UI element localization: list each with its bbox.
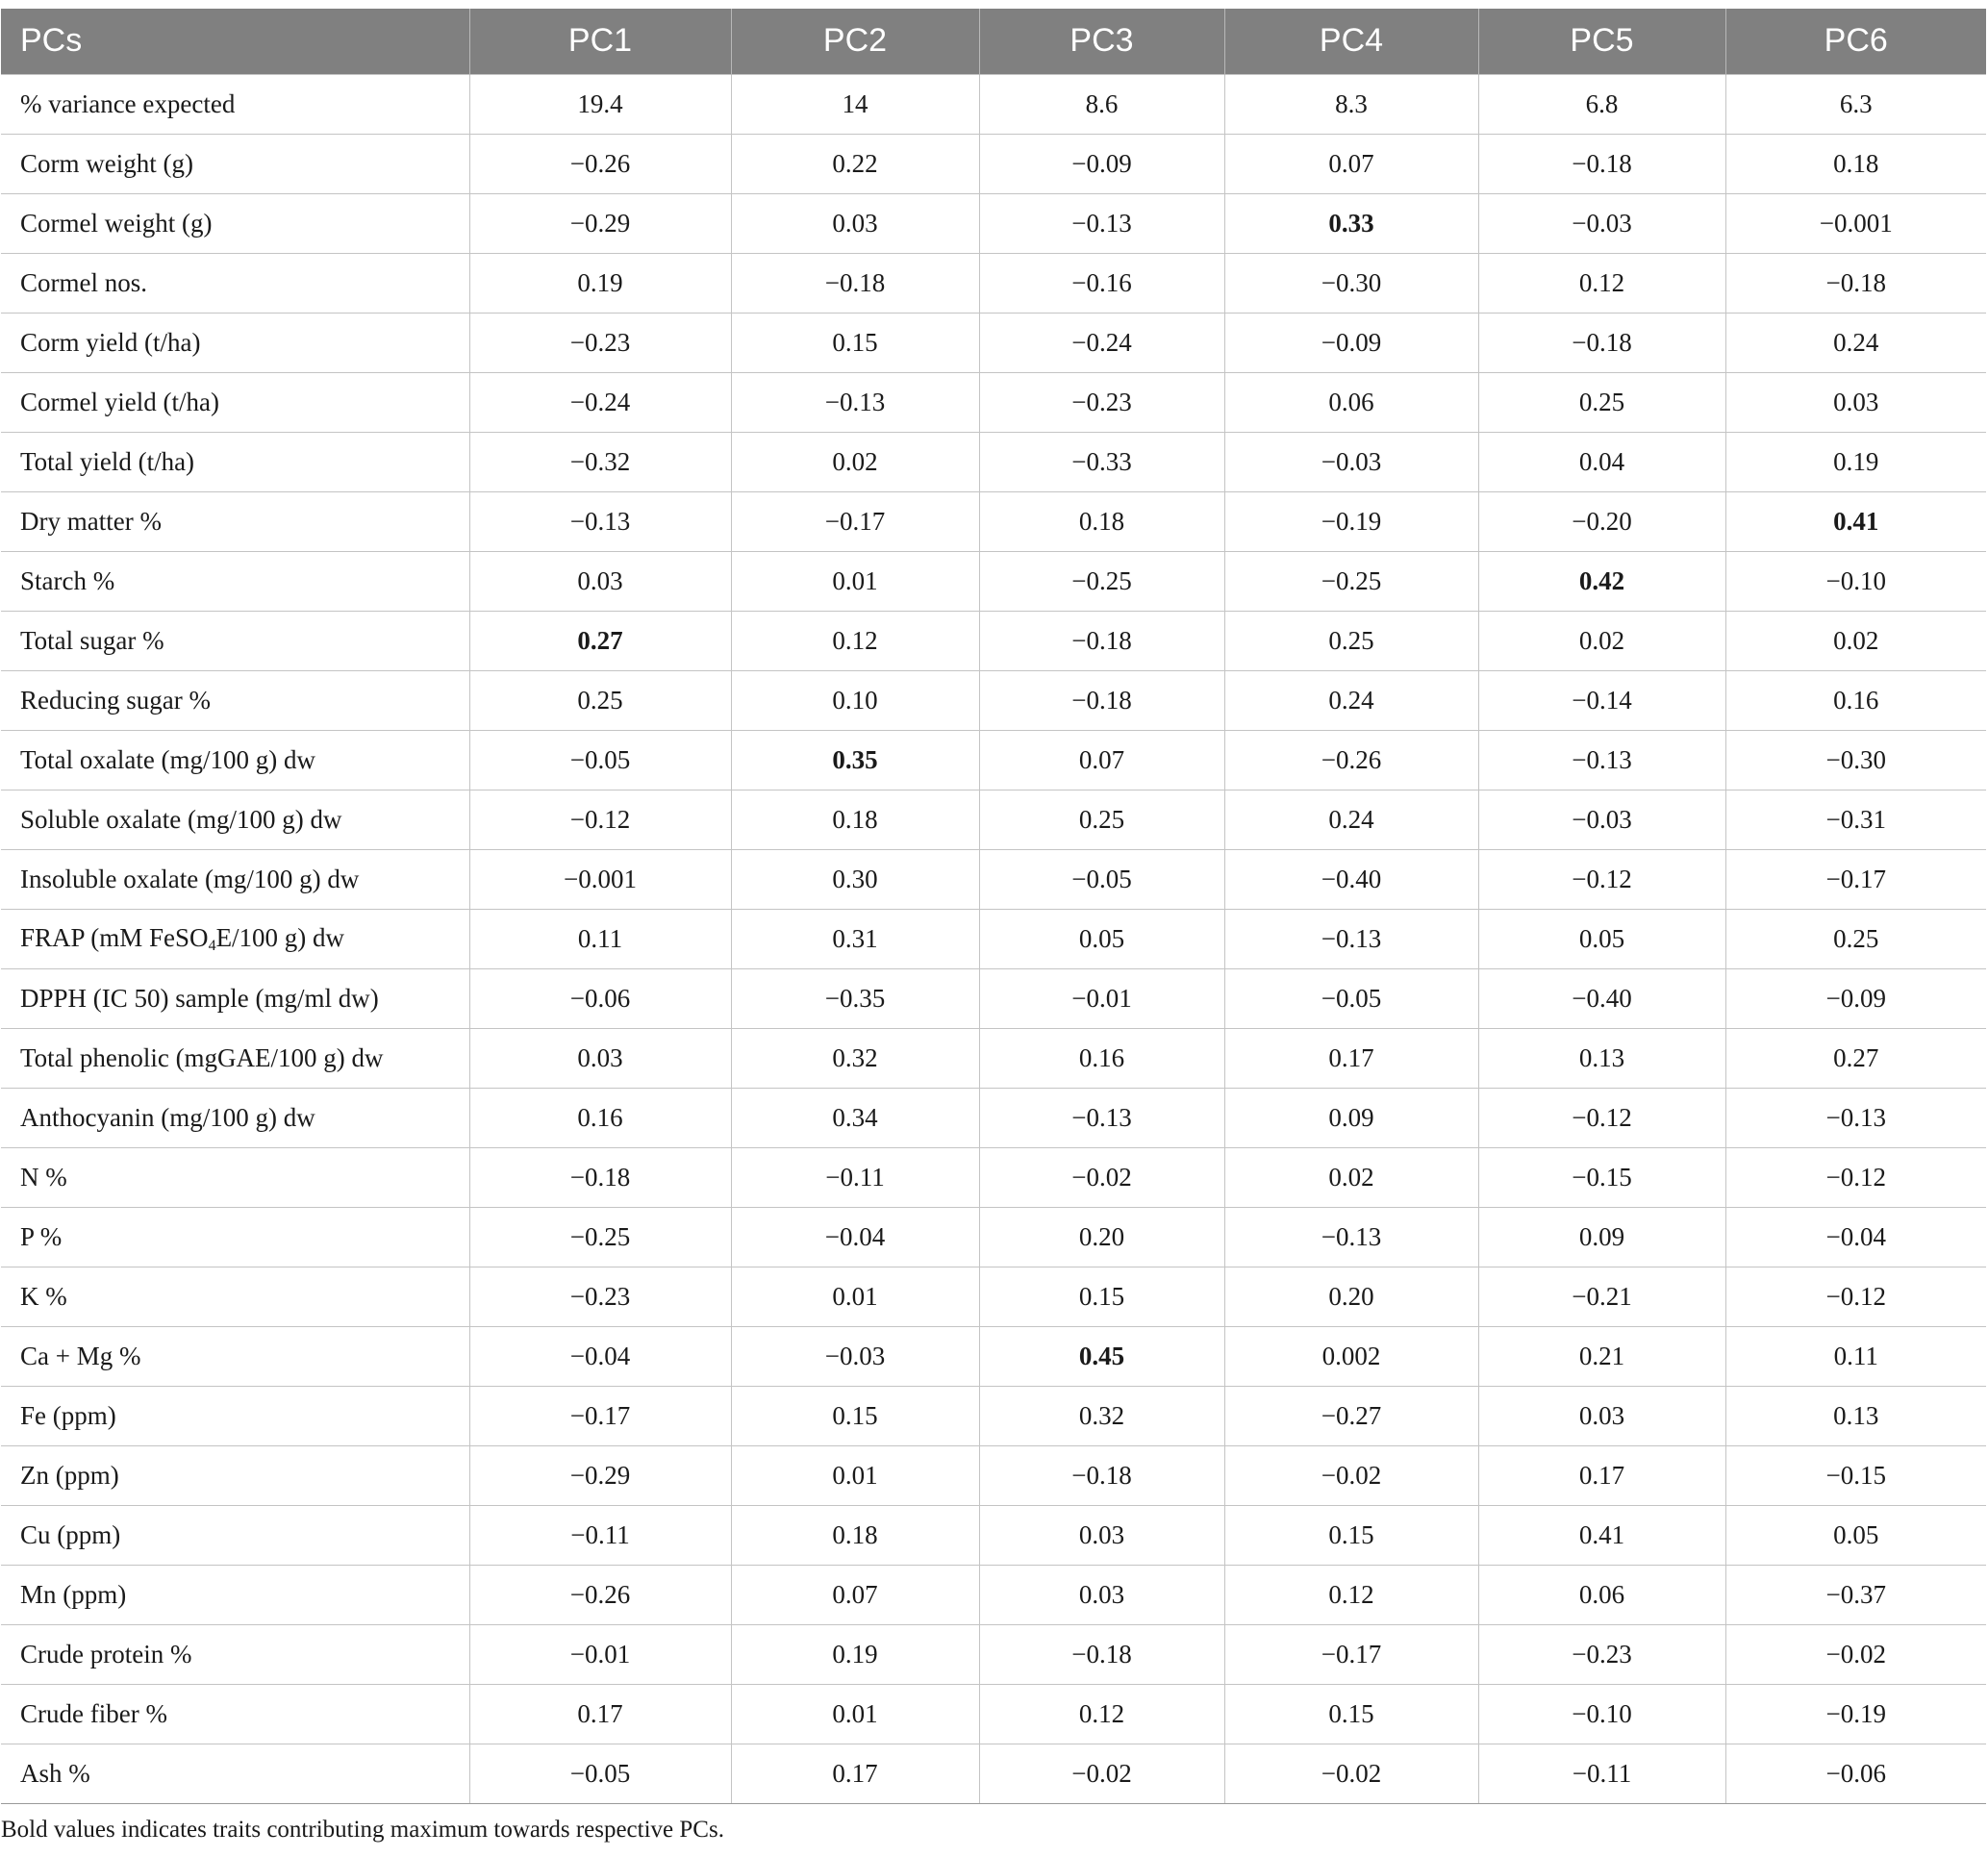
loading-value-pc2: 0.35 [731, 730, 979, 790]
loading-value-pc1: 0.16 [469, 1088, 731, 1147]
table-row [1, 1624, 1986, 1684]
loading-value-pc1: −0.05 [469, 730, 731, 790]
loading-value-pc1: −0.06 [469, 968, 731, 1028]
trait-label: Starch % [1, 551, 469, 611]
column-header-pc2: PC2 [731, 9, 979, 74]
loading-value-pc1: −0.25 [469, 1207, 731, 1267]
loading-value-pc2: 0.32 [731, 1028, 979, 1088]
loading-value-pc1: −0.05 [469, 1744, 731, 1803]
loading-value-pc6: 0.16 [1725, 670, 1986, 730]
loading-value-pc5: 0.42 [1478, 551, 1725, 611]
column-header-pc1: PC1 [469, 9, 731, 74]
loading-value-pc4: −0.40 [1224, 849, 1478, 909]
loading-value-pc5: 0.02 [1478, 611, 1725, 670]
loading-value-pc3: −0.02 [979, 1147, 1224, 1207]
loading-value-pc2: −0.18 [731, 253, 979, 313]
loading-value-pc2: 0.01 [731, 1267, 979, 1326]
table-row [1, 1326, 1986, 1386]
loading-value-pc3: 0.45 [979, 1326, 1224, 1386]
loading-value-pc6: −0.17 [1725, 849, 1986, 909]
loading-value-pc1: 0.17 [469, 1684, 731, 1744]
loading-value-pc4: −0.02 [1224, 1445, 1478, 1505]
trait-label: Total phenolic (mgGAE/100 g) dw [1, 1028, 469, 1088]
table-row [1, 849, 1986, 909]
loading-value-pc6: 0.11 [1725, 1326, 1986, 1386]
loading-value-pc3: 0.25 [979, 790, 1224, 849]
loading-value-pc2: 0.12 [731, 611, 979, 670]
trait-label: N % [1, 1147, 469, 1207]
loading-value-pc6: −0.18 [1725, 253, 1986, 313]
loading-value-pc5: −0.03 [1478, 193, 1725, 253]
loading-value-pc1: −0.26 [469, 1565, 731, 1624]
loading-value-pc6: 0.19 [1725, 432, 1986, 491]
table-body [1, 74, 1986, 1803]
table-row [1, 1207, 1986, 1267]
loading-value-pc6: −0.13 [1725, 1088, 1986, 1147]
loading-value-pc4: −0.19 [1224, 491, 1478, 551]
loading-value-pc2: 0.02 [731, 432, 979, 491]
trait-label: Ash % [1, 1744, 469, 1803]
table-row [1, 1267, 1986, 1326]
trait-label: Cormel weight (g) [1, 193, 469, 253]
loading-value-pc4: 0.15 [1224, 1505, 1478, 1565]
loading-value-pc4: 0.20 [1224, 1267, 1478, 1326]
loading-value-pc2: 0.15 [731, 1386, 979, 1445]
loading-value-pc5: −0.11 [1478, 1744, 1725, 1803]
loading-value-pc1: 0.19 [469, 253, 731, 313]
loading-value-pc4: −0.25 [1224, 551, 1478, 611]
loading-value-pc6: 0.02 [1725, 611, 1986, 670]
loading-value-pc6: −0.30 [1725, 730, 1986, 790]
loading-value-pc5: −0.12 [1478, 1088, 1725, 1147]
table-row [1, 1147, 1986, 1207]
loading-value-pc1: 0.03 [469, 551, 731, 611]
loading-value-pc4: 0.002 [1224, 1326, 1478, 1386]
loading-value-pc4: 0.15 [1224, 1684, 1478, 1744]
trait-label: % variance expected [1, 74, 469, 134]
loading-value-pc4: 0.06 [1224, 372, 1478, 432]
table-row [1, 1684, 1986, 1744]
loading-value-pc5: −0.23 [1478, 1624, 1725, 1684]
trait-label: Fe (ppm) [1, 1386, 469, 1445]
loading-value-pc2: 0.34 [731, 1088, 979, 1147]
column-header-pcs: PCs [1, 9, 469, 74]
loading-value-pc4: −0.02 [1224, 1744, 1478, 1803]
pca-loadings-table [1, 9, 1986, 1804]
loading-value-pc1: −0.26 [469, 134, 731, 193]
loading-value-pc1: −0.12 [469, 790, 731, 849]
loading-value-pc5: 0.25 [1478, 372, 1725, 432]
table-header [1, 9, 1986, 74]
loading-value-pc5: −0.18 [1478, 134, 1725, 193]
table-row [1, 313, 1986, 372]
loading-value-pc6: −0.12 [1725, 1267, 1986, 1326]
loading-value-pc1: 19.4 [469, 74, 731, 134]
loading-value-pc2: 0.31 [731, 909, 979, 968]
loading-value-pc3: −0.23 [979, 372, 1224, 432]
loading-value-pc1: −0.17 [469, 1386, 731, 1445]
loading-value-pc1: −0.23 [469, 313, 731, 372]
trait-label: Total sugar % [1, 611, 469, 670]
loading-value-pc3: −0.09 [979, 134, 1224, 193]
loading-value-pc2: 0.03 [731, 193, 979, 253]
column-header-pc6: PC6 [1725, 9, 1986, 74]
header-row [1, 9, 1986, 74]
loading-value-pc6: −0.19 [1725, 1684, 1986, 1744]
table-row [1, 74, 1986, 134]
trait-label-subscript: 4 [208, 937, 216, 954]
loading-value-pc5: 6.8 [1478, 74, 1725, 134]
loading-value-pc2: 0.18 [731, 1505, 979, 1565]
trait-label: Zn (ppm) [1, 1445, 469, 1505]
loading-value-pc3: 0.12 [979, 1684, 1224, 1744]
loading-value-pc5: −0.40 [1478, 968, 1725, 1028]
loading-value-pc2: −0.04 [731, 1207, 979, 1267]
loading-value-pc1: −0.01 [469, 1624, 731, 1684]
loading-value-pc5: −0.21 [1478, 1267, 1725, 1326]
loading-value-pc1: −0.29 [469, 193, 731, 253]
loading-value-pc2: 0.22 [731, 134, 979, 193]
loading-value-pc6: −0.04 [1725, 1207, 1986, 1267]
loading-value-pc3: −0.16 [979, 253, 1224, 313]
loading-value-pc5: −0.20 [1478, 491, 1725, 551]
trait-label: Reducing sugar % [1, 670, 469, 730]
loading-value-pc2: 0.01 [731, 1445, 979, 1505]
loading-value-pc2: 0.01 [731, 551, 979, 611]
loading-value-pc5: 0.17 [1478, 1445, 1725, 1505]
loading-value-pc2: 14 [731, 74, 979, 134]
table-row [1, 909, 1986, 968]
loading-value-pc4: 8.3 [1224, 74, 1478, 134]
table-row [1, 1088, 1986, 1147]
loading-value-pc2: 0.01 [731, 1684, 979, 1744]
loading-value-pc2: 0.17 [731, 1744, 979, 1803]
loading-value-pc5: −0.15 [1478, 1147, 1725, 1207]
loading-value-pc2: −0.03 [731, 1326, 979, 1386]
loading-value-pc5: 0.05 [1478, 909, 1725, 968]
loading-value-pc4: −0.17 [1224, 1624, 1478, 1684]
loading-value-pc3: −0.18 [979, 1624, 1224, 1684]
loading-value-pc3: 0.18 [979, 491, 1224, 551]
loading-value-pc5: 0.04 [1478, 432, 1725, 491]
table-row [1, 968, 1986, 1028]
loading-value-pc6: 0.05 [1725, 1505, 1986, 1565]
loading-value-pc3: 0.32 [979, 1386, 1224, 1445]
table-row [1, 1028, 1986, 1088]
trait-label: DPPH (IC 50) sample (mg/ml dw) [1, 968, 469, 1028]
loading-value-pc2: −0.11 [731, 1147, 979, 1207]
loading-value-pc2: −0.13 [731, 372, 979, 432]
loading-value-pc5: 0.09 [1478, 1207, 1725, 1267]
loading-value-pc2: 0.30 [731, 849, 979, 909]
loading-value-pc4: 0.24 [1224, 670, 1478, 730]
loading-value-pc6: −0.09 [1725, 968, 1986, 1028]
table-row [1, 1386, 1986, 1445]
table-row [1, 611, 1986, 670]
table-row [1, 432, 1986, 491]
loading-value-pc3: 8.6 [979, 74, 1224, 134]
trait-label: Total yield (t/ha) [1, 432, 469, 491]
loading-value-pc4: 0.25 [1224, 611, 1478, 670]
column-header-pc5: PC5 [1478, 9, 1725, 74]
loading-value-pc4: −0.13 [1224, 909, 1478, 968]
loading-value-pc1: −0.18 [469, 1147, 731, 1207]
loading-value-pc1: −0.23 [469, 1267, 731, 1326]
loading-value-pc2: 0.10 [731, 670, 979, 730]
loading-value-pc3: −0.13 [979, 193, 1224, 253]
trait-label-part: E/100 g) dw [215, 922, 345, 952]
loading-value-pc4: 0.24 [1224, 790, 1478, 849]
table-row [1, 1565, 1986, 1624]
loading-value-pc4: −0.27 [1224, 1386, 1478, 1445]
loading-value-pc5: 0.03 [1478, 1386, 1725, 1445]
loading-value-pc1: 0.25 [469, 670, 731, 730]
table-row [1, 790, 1986, 849]
loading-value-pc5: 0.41 [1478, 1505, 1725, 1565]
loading-value-pc6: 0.27 [1725, 1028, 1986, 1088]
loading-value-pc6: 0.41 [1725, 491, 1986, 551]
loading-value-pc1: −0.13 [469, 491, 731, 551]
table-row [1, 670, 1986, 730]
table-row [1, 491, 1986, 551]
loading-value-pc1: −0.11 [469, 1505, 731, 1565]
loading-value-pc3: 0.07 [979, 730, 1224, 790]
loading-value-pc4: 0.07 [1224, 134, 1478, 193]
loading-value-pc6: 0.25 [1725, 909, 1986, 968]
trait-label: Corm yield (t/ha) [1, 313, 469, 372]
loading-value-pc4: −0.05 [1224, 968, 1478, 1028]
loading-value-pc4: −0.09 [1224, 313, 1478, 372]
table-row [1, 253, 1986, 313]
table-row [1, 1505, 1986, 1565]
loading-value-pc4: −0.03 [1224, 432, 1478, 491]
loading-value-pc5: −0.18 [1478, 313, 1725, 372]
trait-label-part: FRAP (mM FeSO [20, 922, 209, 952]
loading-value-pc5: 0.06 [1478, 1565, 1725, 1624]
table-row [1, 193, 1986, 253]
loading-value-pc6: −0.02 [1725, 1624, 1986, 1684]
loading-value-pc6: 0.03 [1725, 372, 1986, 432]
loading-value-pc6: 0.18 [1725, 134, 1986, 193]
loading-value-pc2: 0.19 [731, 1624, 979, 1684]
loading-value-pc2: 0.07 [731, 1565, 979, 1624]
loading-value-pc5: −0.03 [1478, 790, 1725, 849]
table-row [1, 730, 1986, 790]
loading-value-pc5: −0.10 [1478, 1684, 1725, 1744]
loading-value-pc4: 0.09 [1224, 1088, 1478, 1147]
loading-value-pc3: −0.01 [979, 968, 1224, 1028]
trait-label: Cormel yield (t/ha) [1, 372, 469, 432]
table-row [1, 551, 1986, 611]
loading-value-pc5: 0.21 [1478, 1326, 1725, 1386]
loading-value-pc5: 0.12 [1478, 253, 1725, 313]
loading-value-pc6: −0.15 [1725, 1445, 1986, 1505]
trait-label: Total oxalate (mg/100 g) dw [1, 730, 469, 790]
loading-value-pc1: −0.001 [469, 849, 731, 909]
loading-value-pc3: 0.05 [979, 909, 1224, 968]
trait-label: Cu (ppm) [1, 1505, 469, 1565]
loading-value-pc2: −0.17 [731, 491, 979, 551]
loading-value-pc3: −0.18 [979, 1445, 1224, 1505]
loading-value-pc6: −0.31 [1725, 790, 1986, 849]
trait-label: K % [1, 1267, 469, 1326]
loading-value-pc1: −0.24 [469, 372, 731, 432]
loading-value-pc2: 0.18 [731, 790, 979, 849]
loading-value-pc3: 0.15 [979, 1267, 1224, 1326]
loading-value-pc5: 0.13 [1478, 1028, 1725, 1088]
loading-value-pc2: 0.15 [731, 313, 979, 372]
trait-label: Cormel nos. [1, 253, 469, 313]
loading-value-pc1: 0.27 [469, 611, 731, 670]
loading-value-pc3: −0.24 [979, 313, 1224, 372]
loading-value-pc5: −0.14 [1478, 670, 1725, 730]
loading-value-pc1: 0.11 [469, 909, 731, 968]
loading-value-pc1: −0.04 [469, 1326, 731, 1386]
loading-value-pc3: −0.02 [979, 1744, 1224, 1803]
loading-value-pc4: −0.26 [1224, 730, 1478, 790]
loading-value-pc3: 0.03 [979, 1565, 1224, 1624]
loading-value-pc3: 0.16 [979, 1028, 1224, 1088]
loading-value-pc4: 0.02 [1224, 1147, 1478, 1207]
loading-value-pc6: 0.13 [1725, 1386, 1986, 1445]
trait-label: Insoluble oxalate (mg/100 g) dw [1, 849, 469, 909]
column-header-pc3: PC3 [979, 9, 1224, 74]
loading-value-pc4: 0.33 [1224, 193, 1478, 253]
trait-label: P % [1, 1207, 469, 1267]
table-row [1, 1445, 1986, 1505]
loading-value-pc4: −0.13 [1224, 1207, 1478, 1267]
loading-value-pc3: −0.13 [979, 1088, 1224, 1147]
loading-value-pc3: −0.25 [979, 551, 1224, 611]
trait-label: Dry matter % [1, 491, 469, 551]
loading-value-pc6: −0.37 [1725, 1565, 1986, 1624]
loading-value-pc6: −0.12 [1725, 1147, 1986, 1207]
table-footnote: Bold values indicates traits contributing maximum towards respective PCs. [1, 1817, 724, 1843]
loading-value-pc5: −0.12 [1478, 849, 1725, 909]
trait-label: Crude protein % [1, 1624, 469, 1684]
loading-value-pc4: 0.17 [1224, 1028, 1478, 1088]
table-row [1, 134, 1986, 193]
loading-value-pc4: 0.12 [1224, 1565, 1478, 1624]
loading-value-pc6: −0.001 [1725, 193, 1986, 253]
column-header-pc4: PC4 [1224, 9, 1478, 74]
loading-value-pc5: −0.13 [1478, 730, 1725, 790]
trait-label: Crude fiber % [1, 1684, 469, 1744]
loading-value-pc2: −0.35 [731, 968, 979, 1028]
loading-value-pc3: 0.20 [979, 1207, 1224, 1267]
loading-value-pc3: −0.18 [979, 611, 1224, 670]
loading-value-pc6: 6.3 [1725, 74, 1986, 134]
trait-label [1, 909, 469, 968]
loading-value-pc3: 0.03 [979, 1505, 1224, 1565]
loading-value-pc1: −0.32 [469, 432, 731, 491]
table-row [1, 372, 1986, 432]
trait-label: Anthocyanin (mg/100 g) dw [1, 1088, 469, 1147]
loading-value-pc6: −0.06 [1725, 1744, 1986, 1803]
loading-value-pc1: 0.03 [469, 1028, 731, 1088]
trait-label: Mn (ppm) [1, 1565, 469, 1624]
loading-value-pc1: −0.29 [469, 1445, 731, 1505]
loading-value-pc3: −0.33 [979, 432, 1224, 491]
trait-label: Ca + Mg % [1, 1326, 469, 1386]
loading-value-pc3: −0.18 [979, 670, 1224, 730]
table-row [1, 1744, 1986, 1803]
loading-value-pc3: −0.05 [979, 849, 1224, 909]
loading-value-pc4: −0.30 [1224, 253, 1478, 313]
loading-value-pc6: −0.10 [1725, 551, 1986, 611]
trait-label: Corm weight (g) [1, 134, 469, 193]
loading-value-pc6: 0.24 [1725, 313, 1986, 372]
trait-label: Soluble oxalate (mg/100 g) dw [1, 790, 469, 849]
